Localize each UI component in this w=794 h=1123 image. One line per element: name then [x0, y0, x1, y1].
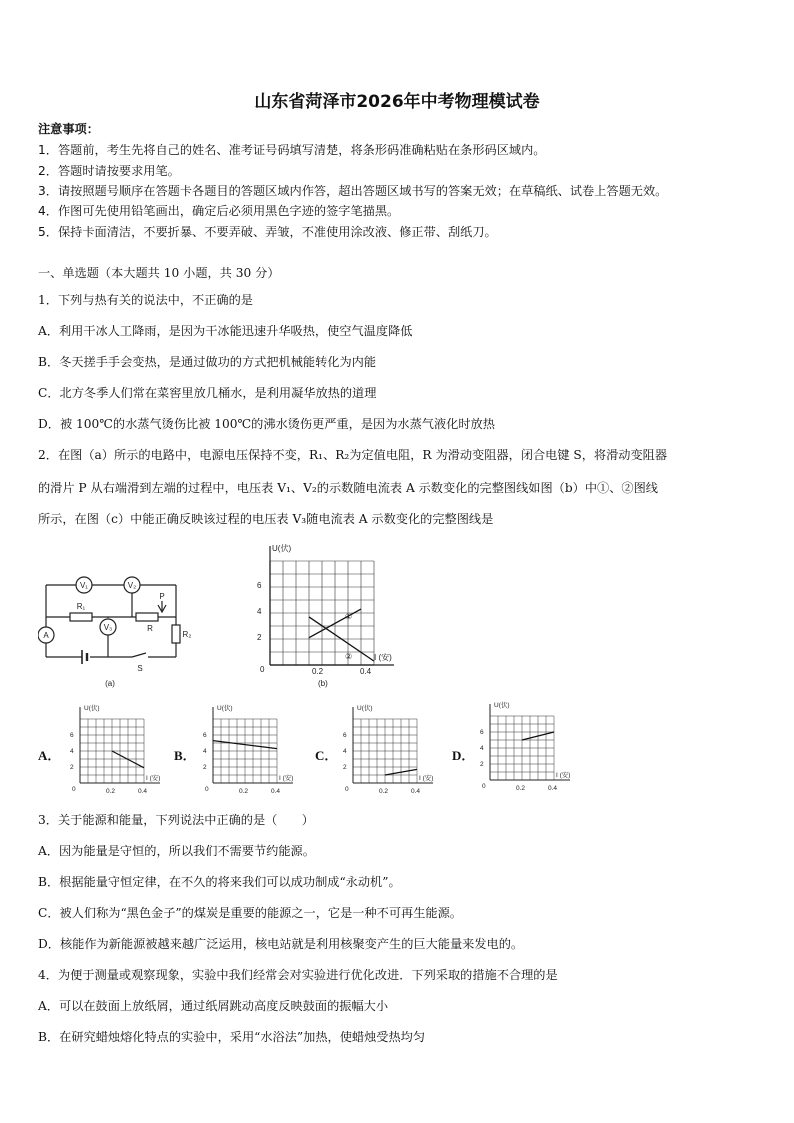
- xtick: 0.4: [138, 788, 148, 795]
- v3-label: V₃: [103, 623, 113, 632]
- notice-item: 5．保持卡面清洁，不要折暴、不要弄破、弄皱，不准使用涂改液、修正带、刮纸刀。: [38, 225, 497, 239]
- xtick: 0.4: [411, 788, 421, 795]
- xlabel: I (安): [146, 775, 161, 782]
- question-1-stem: 1．下列与热有关的说法中，不正确的是: [38, 293, 253, 307]
- option-a-label[interactable]: A．: [38, 748, 61, 763]
- question-4-option-b: B．在研究蜡烛熔化特点的实验中，采用“水浴法”加热，使蜡烛受热均匀: [38, 1030, 426, 1044]
- xtick: 0.4: [548, 785, 558, 792]
- ytick: 4: [343, 748, 347, 755]
- question-2-stem-line3: 所示，在图（c）中能正确反映该过程的电压表 V₃随电流表 A 示数变化的完整图线是: [38, 512, 494, 526]
- graph-b-ytick: 6: [257, 581, 262, 590]
- ylabel: U(伏): [217, 705, 233, 712]
- question-1-option-c: C．北方冬季人们常在菜窖里放几桶水，是利用凝华放热的道理: [38, 386, 377, 400]
- ytick: 2: [480, 761, 484, 768]
- xtick: 0.2: [379, 788, 389, 795]
- section-heading: 一、单选题（本大题共 10 小题，共 30 分）: [38, 266, 280, 280]
- page-title: 山东省菏泽市2026年中考物理模试卷: [254, 92, 540, 112]
- ylabel: U(伏): [357, 705, 373, 712]
- graph-b-xtick: 0.4: [360, 667, 372, 676]
- origin: 0: [482, 783, 486, 790]
- r-label: R: [147, 624, 153, 633]
- question-3-option-d: D．核能作为新能源被越来越广泛运用，核电站就是利用核聚变产生的巨大能量来发电的。: [38, 937, 524, 951]
- notice-item: 4．作图可先使用铅笔画出，确定后必须用黑色字迹的签字笔描黑。: [38, 204, 400, 218]
- notice-item: 2．答题时请按要求用笔。: [38, 164, 180, 178]
- question-2-stem-line2: 的滑片 P 从右端滑到左端的过程中，电压表 V₁、V₂的示数随电流表 A 示数变化的完整图线如图（b）中①、②图线: [38, 481, 658, 495]
- option-a-graph[interactable]: [62, 703, 167, 805]
- question-1-option-d: D．被 100℃的水蒸气烫伤比被 100℃的沸水烫伤更严重，是因为水蒸气液化时放热: [38, 417, 495, 431]
- graph-b-origin: 0: [260, 665, 265, 674]
- question-2-stem-line1: 2．在图（a）所示的电路中，电源电压保持不变，R₁、R₂为定值电阻，R 为滑动变阻器，闭合电键 S，将滑动变阻器: [38, 448, 668, 462]
- graph-b-ytick: 4: [257, 607, 262, 616]
- xlabel: I (安): [279, 775, 294, 782]
- ytick: 4: [203, 748, 207, 755]
- ytick: 2: [203, 764, 207, 771]
- question-4-stem: 4．为便于测量或观察现象，实验中我们经常会对实验进行优化改进．下列采取的措施不合理的是: [38, 968, 558, 982]
- option-d-graph[interactable]: [472, 700, 577, 802]
- question-4-option-a: A．可以在鼓面上放纸屑，通过纸屑跳动高度反映鼓面的振幅大小: [38, 999, 389, 1013]
- origin: 0: [205, 786, 209, 793]
- xtick: 0.2: [516, 785, 526, 792]
- notice-item: 3．请按照题号顺序在答题卡各题目的答题区域内作答，超出答题区域书写的答案无效；在草稿纸、试卷上答题无效。: [38, 184, 668, 198]
- question-1-option-b: B．冬天搓手手会变热，是通过做功的方式把机械能转化为内能: [38, 355, 377, 369]
- xtick: 0.4: [271, 788, 281, 795]
- xtick: 0.2: [106, 788, 116, 795]
- ytick: 6: [343, 732, 347, 739]
- ytick: 4: [70, 748, 74, 755]
- figure-b-caption: (b): [318, 679, 328, 688]
- ammeter-label: A: [43, 631, 49, 640]
- graph-b-line1-label: ①: [345, 612, 353, 621]
- option-d-label[interactable]: D．: [452, 748, 475, 763]
- ytick: 2: [343, 764, 347, 771]
- xtick: 0.2: [239, 788, 249, 795]
- xlabel: I (安): [419, 775, 434, 782]
- option-c-label[interactable]: C．: [315, 748, 338, 763]
- question-3-option-b: B．根据能量守恒定律，在不久的将来我们可以成功制成“永动机”。: [38, 875, 401, 889]
- notice-heading: 注意事项：: [38, 122, 99, 136]
- v2-label: V₂: [127, 581, 137, 590]
- graph-b-grid: [270, 546, 394, 665]
- option-c-graph[interactable]: [335, 703, 440, 805]
- ytick: 4: [480, 745, 484, 752]
- graph-b-xtick: 0.2: [312, 667, 324, 676]
- ytick: 2: [70, 764, 74, 771]
- notice-item: 1．答题前，考生先将自己的姓名、准考证号码填写清楚，将条形码准确粘贴在条形码区域内。: [38, 143, 546, 157]
- r1-label: R₁: [76, 602, 86, 611]
- ytick: 6: [480, 729, 484, 736]
- option-b-label[interactable]: B．: [174, 748, 196, 763]
- question-1-option-a: A．利用干冰人工降雨，是因为干冰能迅速升华吸热，使空气温度降低: [38, 324, 413, 338]
- v1-label: V₁: [79, 581, 89, 590]
- ylabel: U(伏): [84, 705, 100, 712]
- ylabel: U(伏): [494, 702, 510, 709]
- circuit-diagram: [38, 555, 200, 690]
- graph-b-ytick: 2: [257, 633, 262, 642]
- ytick: 6: [70, 732, 74, 739]
- switch-label: S: [137, 664, 143, 673]
- question-3-option-a: A．因为能量是守恒的，所以我们不需要节约能源。: [38, 844, 315, 858]
- question-3-stem: 3．关于能源和能量，下列说法中正确的是（ ）: [38, 813, 314, 827]
- origin: 0: [72, 786, 76, 793]
- figure-a-caption: (a): [105, 679, 115, 688]
- xlabel: I (安): [556, 772, 571, 779]
- question-3-option-c: C．被人们称为“黑色金子”的煤炭是重要的能源之一，它是一种不可再生能源。: [38, 906, 462, 920]
- graph-b-ylabel: U(伏): [272, 544, 292, 553]
- ytick: 6: [203, 732, 207, 739]
- graph-b-line2-label: ②: [345, 652, 353, 661]
- option-b-graph[interactable]: [195, 703, 300, 805]
- slider-p-label: P: [159, 592, 165, 601]
- r2-label: R₂: [182, 630, 192, 639]
- origin: 0: [345, 786, 349, 793]
- graph-b-xlabel: I (安): [374, 653, 392, 662]
- graph-b: [250, 540, 415, 690]
